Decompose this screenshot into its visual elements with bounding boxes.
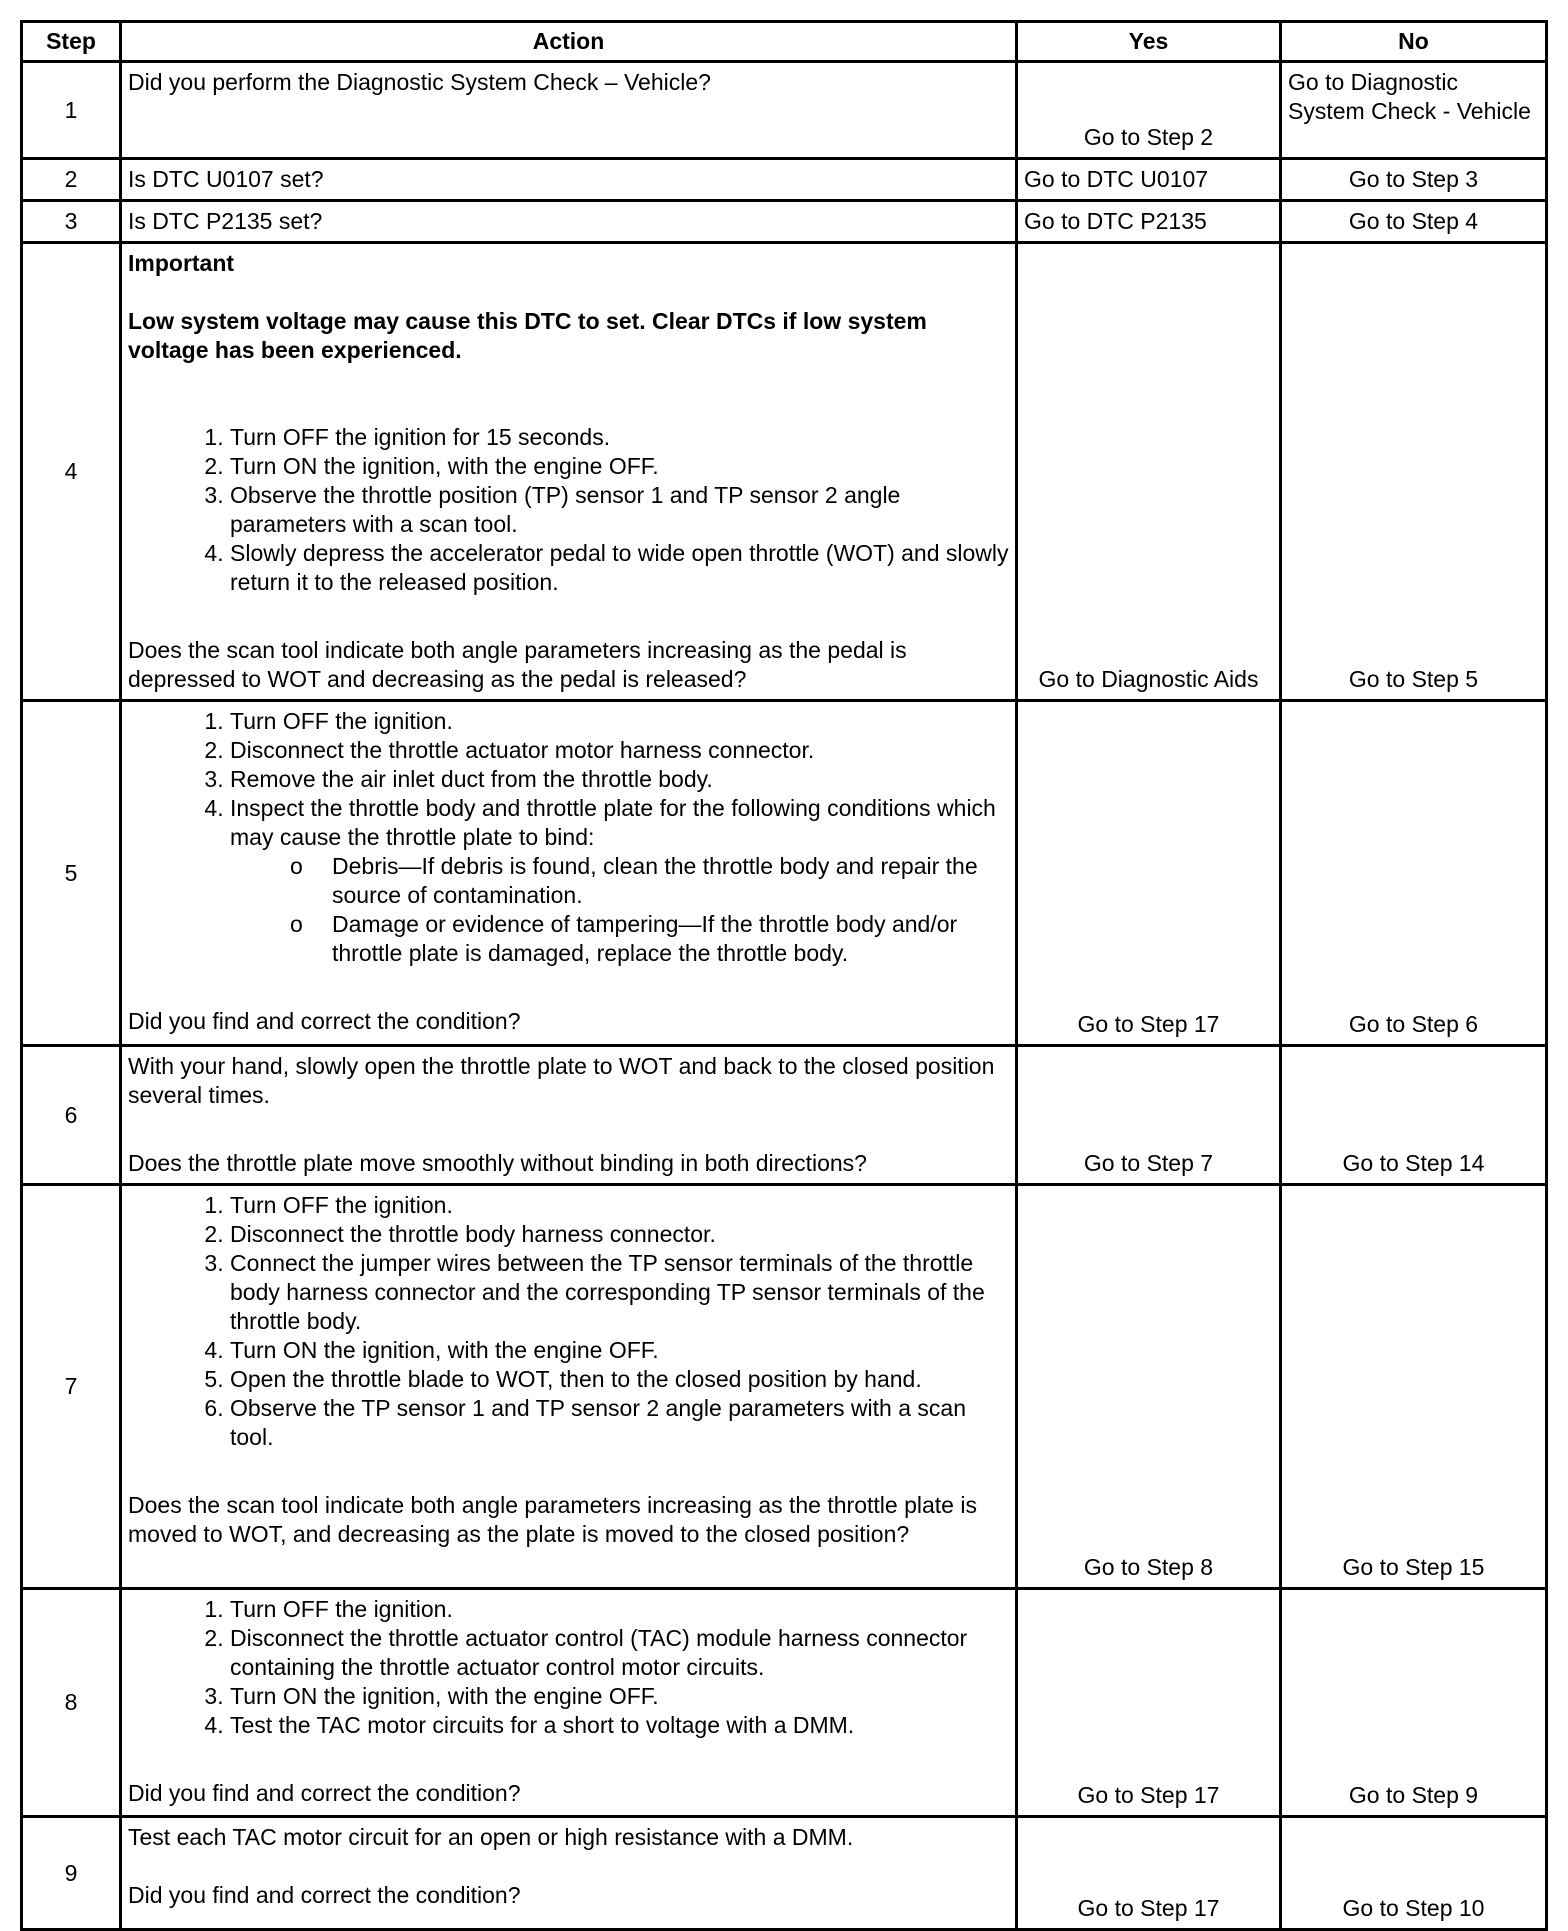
procedure-step: 1. Turn OFF the ignition. (230, 1595, 1009, 1624)
action-cell (121, 1589, 1017, 1817)
header-step: Step (22, 22, 121, 62)
step-number: 3 (22, 201, 121, 243)
action-intro: With your hand, slowly open the throttle plate to WOT and back to the closed position several times. (128, 1053, 995, 1108)
yes-result: Go to Step 17 (1017, 701, 1281, 1046)
yes-result: Go to Step 2 (1017, 62, 1281, 159)
yes-result: Go to DTC P2135 (1017, 201, 1281, 243)
table-row (22, 159, 1547, 201)
procedure-step: 2. Disconnect the throttle actuator control (TAC) module harness connector containing the throttle actuator control motor circuits. (230, 1624, 1009, 1682)
procedure-step: 3. Turn ON the ignition, with the engine OFF. (230, 1682, 1009, 1711)
action-cell (121, 243, 1017, 701)
procedure-step: 4. Turn ON the ignition, with the engine OFF. (230, 1336, 1009, 1365)
step-number: 9 (22, 1817, 121, 1930)
procedure-step (230, 794, 1009, 968)
no-result: Go to Step 6 (1281, 701, 1547, 1046)
procedure-step: 2. Disconnect the throttle actuator motor harness connector. (230, 736, 1009, 765)
table-row (22, 1046, 1547, 1185)
procedure-step-text: Inspect the throttle body and throttle plate for the following conditions which may cause the throttle plate to bind: (230, 795, 996, 850)
yes-result: Go to Step 17 (1017, 1589, 1281, 1817)
action-cell (121, 1817, 1017, 1930)
no-result: Go to Step 15 (1281, 1185, 1547, 1589)
table-row (22, 701, 1547, 1046)
yes-result: Go to Step 8 (1017, 1185, 1281, 1589)
action-question: Is DTC P2135 set? (121, 201, 1017, 243)
yes-result: Go to Step 7 (1017, 1046, 1281, 1185)
header-yes: Yes (1017, 22, 1281, 62)
no-result: Go to Step 14 (1281, 1046, 1547, 1185)
step-number: 5 (22, 701, 121, 1046)
important-title: Important (128, 250, 235, 276)
header-action: Action (121, 22, 1017, 62)
no-result: Go to Step 5 (1281, 243, 1547, 701)
no-result: Go to Step 10 (1281, 1817, 1547, 1930)
yes-result: Go to DTC U0107 (1017, 159, 1281, 201)
procedure-step: 6. Observe the TP sensor 1 and TP sensor 2 angle parameters with a scan tool. (230, 1394, 1009, 1452)
step-number: 1 (22, 62, 121, 159)
header-no: No (1281, 22, 1547, 62)
diagnostic-table (20, 20, 1548, 1931)
procedure-step: 2. Disconnect the throttle body harness connector. (230, 1220, 1009, 1249)
table-row (22, 1817, 1547, 1930)
procedure-step: 4. Test the TAC motor circuits for a short to voltage with a DMM. (230, 1711, 1009, 1740)
table-row (22, 1589, 1547, 1817)
procedure-step: 5. Open the throttle blade to WOT, then to the closed position by hand. (230, 1365, 1009, 1394)
procedure-list (128, 707, 1009, 968)
bullet-icon: o (290, 911, 303, 937)
no-result: Go to Step 3 (1281, 159, 1547, 201)
action-cell (121, 1185, 1017, 1589)
condition-item (290, 852, 1009, 910)
step-number: 4 (22, 243, 121, 701)
procedure-list (128, 1191, 1009, 1452)
action-cell (121, 1046, 1017, 1185)
procedure-step: 3. Observe the throttle position (TP) sensor 1 and TP sensor 2 angle parameters with a scan tool. (230, 481, 1009, 539)
table-row (22, 1185, 1547, 1589)
action-cell (121, 701, 1017, 1046)
procedure-list (128, 1595, 1009, 1740)
action-question: Does the scan tool indicate both angle parameters increasing as the throttle plate is moved to WOT, and decreasing as the plate is moved to the closed position? (128, 1492, 977, 1547)
action-question: Did you find and correct the condition? (128, 1780, 521, 1806)
step-number: 2 (22, 159, 121, 201)
yes-result: Go to Step 17 (1017, 1817, 1281, 1930)
step-number: 6 (22, 1046, 121, 1185)
procedure-step: 2. Turn ON the ignition, with the engine OFF. (230, 452, 1009, 481)
step-number: 8 (22, 1589, 121, 1817)
diagnostic-table-container (20, 20, 1545, 1931)
table-row (22, 62, 1547, 159)
action-question: Does the scan tool indicate both angle parameters increasing as the pedal is depressed to WOT and decreasing as the pedal is released? (128, 637, 907, 692)
condition-item (290, 910, 1009, 968)
no-result: Go to Diagnostic System Check - Vehicle (1281, 62, 1547, 159)
procedure-step: 3. Remove the air inlet duct from the throttle body. (230, 765, 1009, 794)
condition-list (230, 852, 1009, 968)
procedure-list (128, 423, 1009, 597)
procedure-step: 1. Turn OFF the ignition for 15 seconds. (230, 423, 1009, 452)
action-question: Did you find and correct the condition? (128, 1882, 521, 1908)
table-row (22, 243, 1547, 701)
procedure-step: 4. Slowly depress the accelerator pedal to wide open throttle (WOT) and slowly return it to the released position. (230, 539, 1009, 597)
procedure-step: 1. Turn OFF the ignition. (230, 707, 1009, 736)
table-row (22, 201, 1547, 243)
step-number: 7 (22, 1185, 121, 1589)
bullet-icon: o (290, 853, 303, 879)
procedure-step: 3. Connect the jumper wires between the TP sensor terminals of the throttle body harness connector and the corresponding TP sensor terminals of the throttle body. (230, 1249, 1009, 1336)
condition-text: Damage or evidence of tampering—If the throttle body and/or throttle plate is damaged, replace the throttle body. (332, 911, 958, 966)
action-question: Did you find and correct the condition? (128, 1008, 521, 1034)
condition-text: Debris—If debris is found, clean the throttle body and repair the source of contamination. (332, 853, 978, 908)
action-intro: Test each TAC motor circuit for an open or high resistance with a DMM. (128, 1824, 854, 1850)
procedure-step: 1. Turn OFF the ignition. (230, 1191, 1009, 1220)
header-row (22, 22, 1547, 62)
action-question: Is DTC U0107 set? (121, 159, 1017, 201)
important-text: Low system voltage may cause this DTC to set. Clear DTCs if low system voltage has been experienced. (128, 308, 927, 363)
action-question: Does the throttle plate move smoothly without binding in both directions? (128, 1150, 867, 1176)
yes-result: Go to Diagnostic Aids (1017, 243, 1281, 701)
no-result: Go to Step 9 (1281, 1589, 1547, 1817)
action-question: Did you perform the Diagnostic System Check – Vehicle? (121, 62, 1017, 159)
no-result: Go to Step 4 (1281, 201, 1547, 243)
